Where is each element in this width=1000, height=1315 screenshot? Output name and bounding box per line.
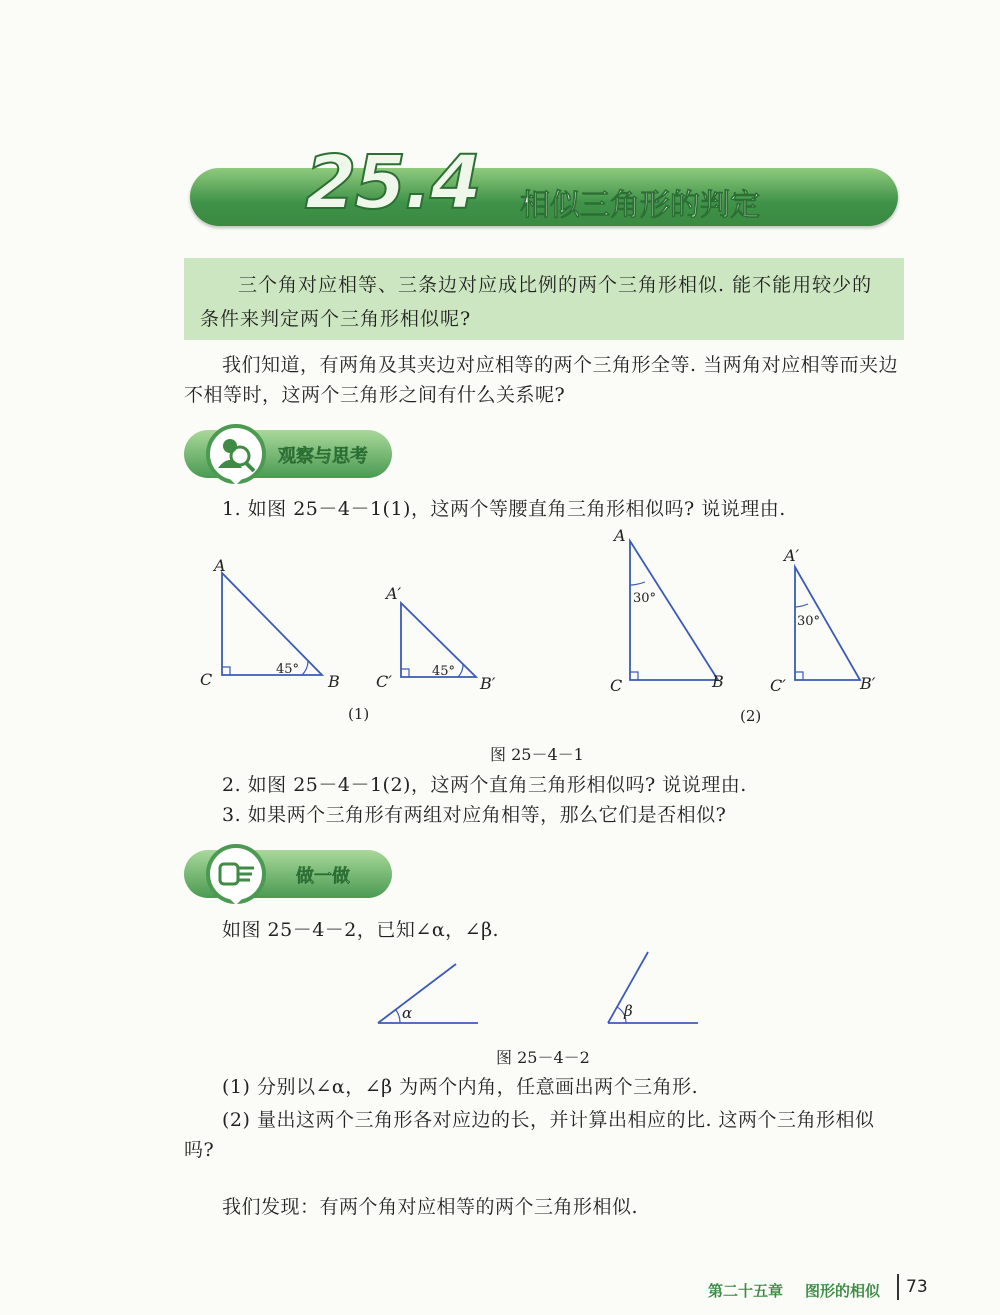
section-number: 25.4 bbox=[305, 140, 480, 226]
hand-icon bbox=[206, 844, 266, 904]
t1-label-b: B bbox=[328, 672, 340, 691]
alpha-label: α bbox=[402, 1004, 413, 1022]
do-it-label: 做一做 bbox=[296, 866, 350, 887]
page-number: 73 bbox=[906, 1277, 928, 1297]
figure-stroke bbox=[795, 672, 803, 680]
tag-notch-icon bbox=[229, 478, 243, 485]
paragraph-given-angles: 如图 25－4－2，已知∠α，∠β. bbox=[222, 919, 500, 941]
figure-stroke bbox=[302, 661, 308, 675]
figure-2-caption: 图 25－4－2 bbox=[496, 1048, 590, 1067]
figure-stroke bbox=[222, 667, 230, 675]
figure-stroke bbox=[458, 664, 463, 677]
question-2: 2. 如图 25－4－1(2)，这两个直角三角形相似吗? 说说理由. bbox=[222, 774, 747, 796]
t2-label-c: C′ bbox=[376, 672, 392, 691]
beta-label: β bbox=[624, 1002, 633, 1020]
triangle-abc-45 bbox=[222, 573, 322, 675]
t1-angle-label: 45° bbox=[276, 662, 300, 677]
t3-label-c: C bbox=[610, 676, 623, 695]
fig1-sub-1: (1) bbox=[348, 705, 370, 723]
step-1: (1) 分别以∠α，∠β 为两个内角，任意画出两个三角形. bbox=[222, 1076, 699, 1098]
fig1-sub-2: (2) bbox=[740, 707, 762, 725]
figure-stroke bbox=[246, 463, 254, 471]
t4-label-a: A′ bbox=[784, 546, 800, 565]
figure-25-4-1 bbox=[190, 525, 910, 735]
triangle-abc-30 bbox=[630, 541, 718, 680]
t2-label-b: B′ bbox=[480, 674, 496, 693]
footer-divider bbox=[897, 1274, 899, 1300]
t1-label-a: A bbox=[214, 556, 226, 575]
observe-think-label: 观察与思考 bbox=[278, 446, 368, 467]
step-2: (2) 量出这两个三角形各对应边的长，并计算出相应的比. 这两个三角形相似吗? bbox=[184, 1109, 875, 1161]
figure-stroke bbox=[401, 669, 409, 677]
figure-stroke bbox=[630, 582, 645, 585]
t2-label-a: A′ bbox=[386, 584, 402, 603]
tag-notch-icon bbox=[229, 898, 243, 905]
t3-angle-label: 30° bbox=[633, 591, 657, 606]
paragraph-intro: 我们知道，有两角及其夹边对应相等的两个三角形全等. 当两角对应相等而夹边不相等时，这两个三角形之间有什么关系呢? bbox=[184, 354, 899, 406]
t4-label-b: B′ bbox=[860, 674, 876, 693]
t3-label-a: A bbox=[614, 526, 626, 545]
question-3: 3. 如果两个三角形有两组对应角相等，那么它们是否相似? bbox=[222, 804, 727, 826]
footer-chapter: 第二十五章 bbox=[708, 1282, 784, 1300]
figure-stroke bbox=[795, 604, 808, 607]
question-1: 1. 如图 25－4－1(1)，这两个等腰直角三角形相似吗? 说说理由. bbox=[222, 498, 786, 520]
t4-angle-label: 30° bbox=[797, 614, 821, 629]
magnifier-person-icon bbox=[206, 424, 266, 484]
figure-25-4-2 bbox=[370, 948, 710, 1033]
figure-1-caption: 图 25－4－1 bbox=[490, 745, 584, 764]
t3-label-b: B bbox=[712, 672, 724, 691]
t2-angle-label: 45° bbox=[432, 664, 456, 679]
footer-chapter-title: 图形的相似 bbox=[805, 1282, 881, 1300]
conclusion: 我们发现：有两个角对应相等的两个三角形相似. bbox=[222, 1196, 639, 1218]
figure-stroke bbox=[630, 672, 638, 680]
t1-label-c: C bbox=[200, 670, 213, 689]
intro-text: 三个角对应相等、三条边对应成比例的两个三角形相似. 能不能用较少的条件来判定两个三角形相似呢? bbox=[200, 274, 873, 330]
t4-label-c: C′ bbox=[770, 676, 786, 695]
angle-alpha-ray bbox=[378, 964, 456, 1023]
section-title: 相似三角形的判定 bbox=[520, 188, 760, 223]
figure-stroke bbox=[396, 1010, 400, 1023]
